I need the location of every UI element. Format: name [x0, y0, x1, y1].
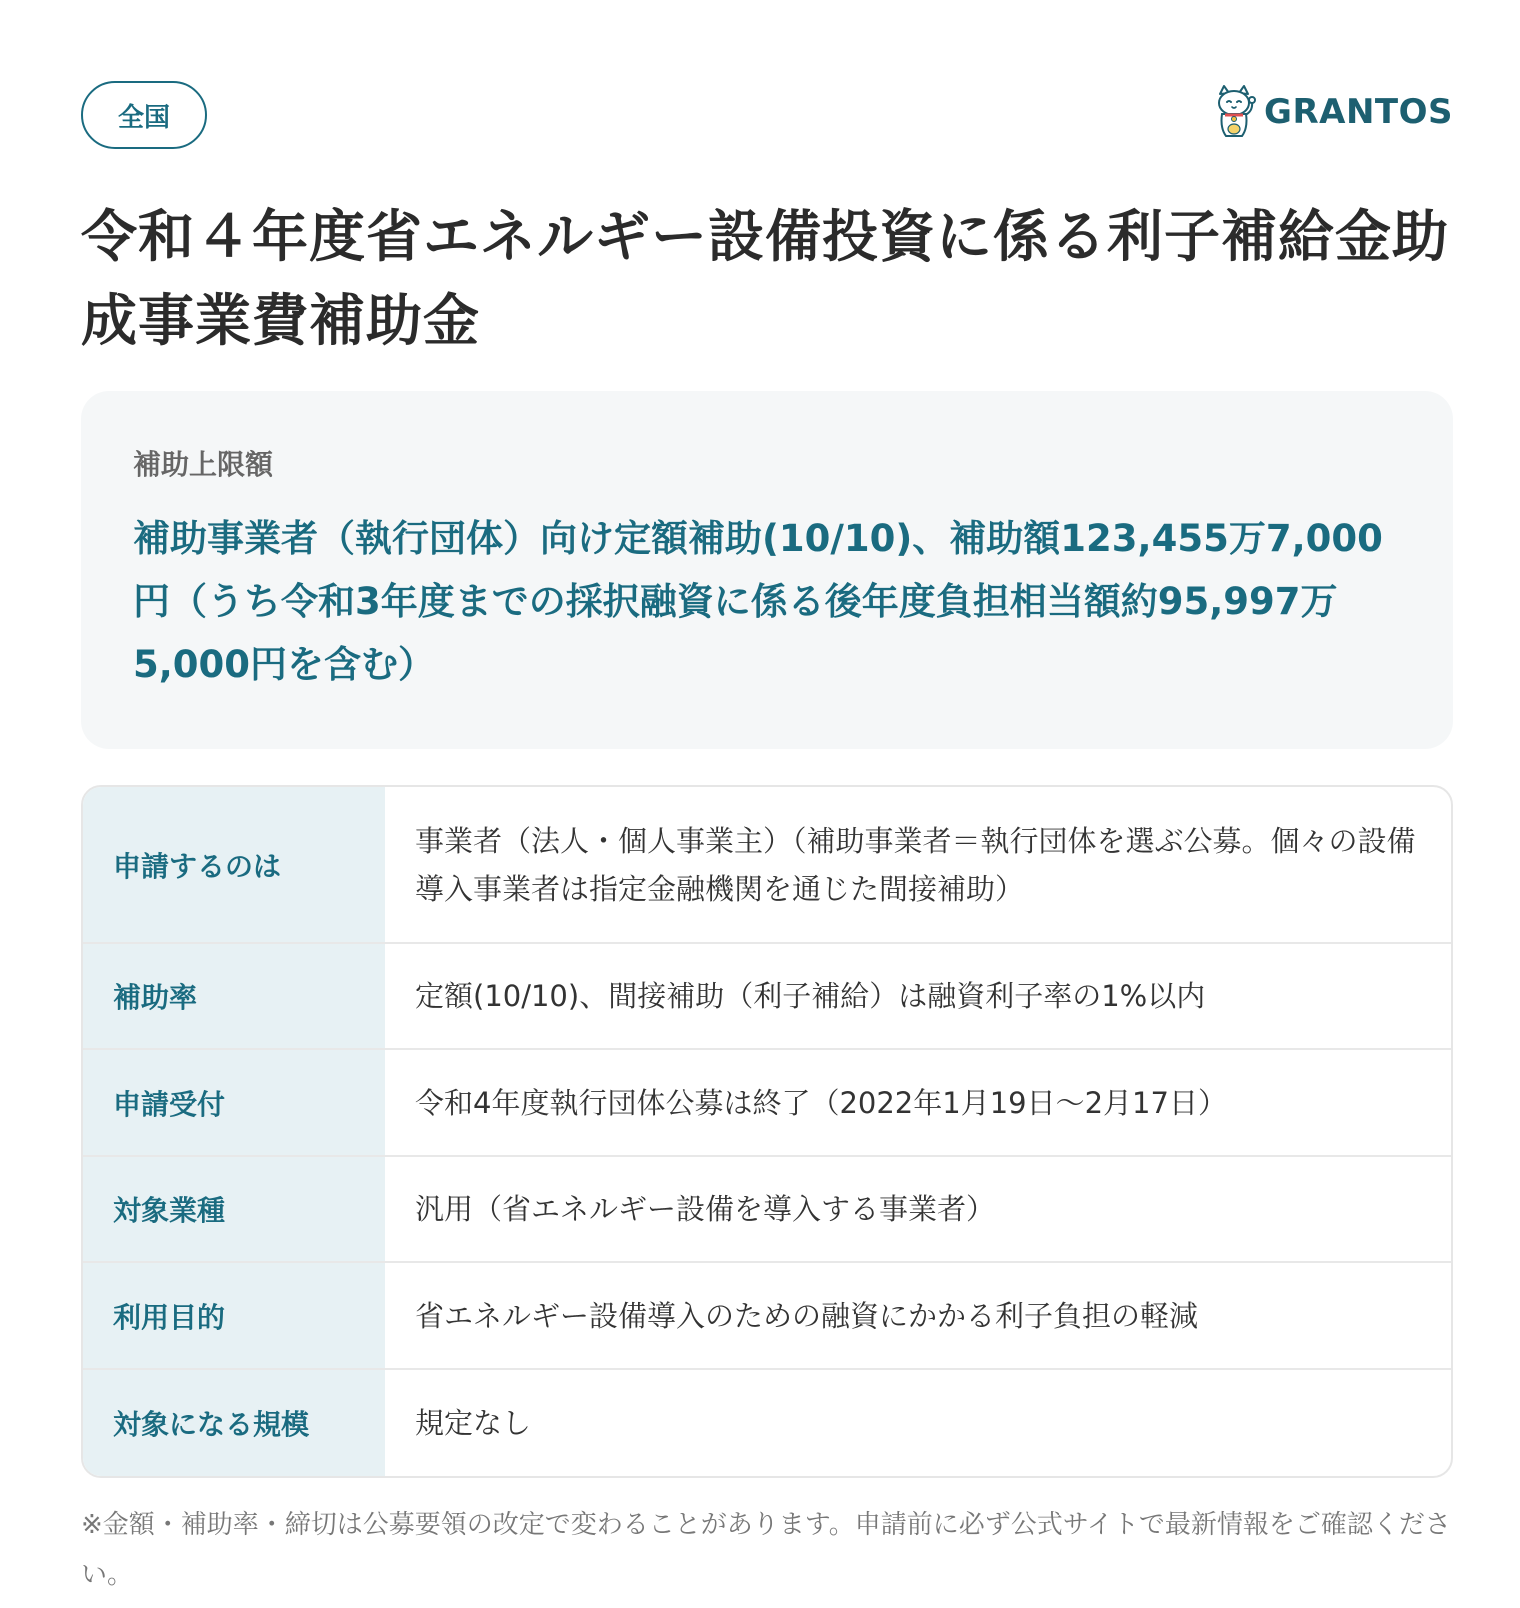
grant-detail-page [81, 0, 1453, 1590]
header [81, 0, 1453, 200]
info-table [81, 785, 1453, 1478]
region-badge-label: 全国 [117, 102, 170, 133]
table-row [83, 1263, 1451, 1370]
row-value-subsidy-rate: 定額(10/10)、間接補助（利子補給）は融資利子率の1%以内 [415, 979, 1206, 1013]
row-value-purpose: 省エネルギー設備導入のための融資にかかる利子負担の軽減 [415, 1298, 1199, 1333]
amount-card [81, 391, 1453, 749]
region-badge[interactable] [81, 81, 207, 149]
lucky-cat-icon [1212, 84, 1256, 140]
table-row [83, 944, 1451, 1050]
row-label-industry: 対象業種 [83, 1157, 385, 1261]
row-label-application-period: 申請受付 [83, 1050, 385, 1155]
amount-value: 補助事業者（執行団体）向け定額補助(10/10)、補助額123,455万7,000円（うち令和3年度までの採択融資に係る後年度負担相当額約95,997万5,000円を含む） [133, 517, 1383, 686]
row-value-industry: 汎用（省エネルギー設備を導入する事業者） [415, 1192, 996, 1226]
row-value-scale: 規定なし [415, 1406, 532, 1440]
row-value-applicant: 事業者（法人・個人事業主）（補助事業者＝執行団体を選ぶ公募。個々の設備導入事業者は指定金融機関を通じた間接補助） [415, 823, 1416, 906]
table-row [83, 1050, 1451, 1157]
row-label-subsidy-rate: 補助率 [83, 944, 385, 1048]
grantos-logo[interactable] [1212, 84, 1453, 140]
table-row [83, 787, 1451, 944]
table-row [83, 1157, 1451, 1263]
logo-text: GRANTOS [1264, 92, 1453, 132]
row-value-application-period: 令和4年度執行団体公募は終了（2022年1月19日～2月17日） [415, 1085, 1227, 1120]
table-row [83, 1370, 1451, 1476]
row-label-purpose: 利用目的 [83, 1263, 385, 1368]
footnote: ※金額・補助率・締切は公募要領の改定で変わることがあります。申請前に必ず公式サイトで最新情報をご確認ください。 [81, 1510, 1451, 1590]
row-label-applicant: 申請するのは [83, 787, 385, 942]
amount-label: 補助上限額 [133, 448, 274, 481]
page-title: 令和４年度省エネルギー設備投資に係る利子補給金助成事業費補助金 [81, 205, 1449, 354]
row-label-scale: 対象になる規模 [83, 1370, 385, 1476]
